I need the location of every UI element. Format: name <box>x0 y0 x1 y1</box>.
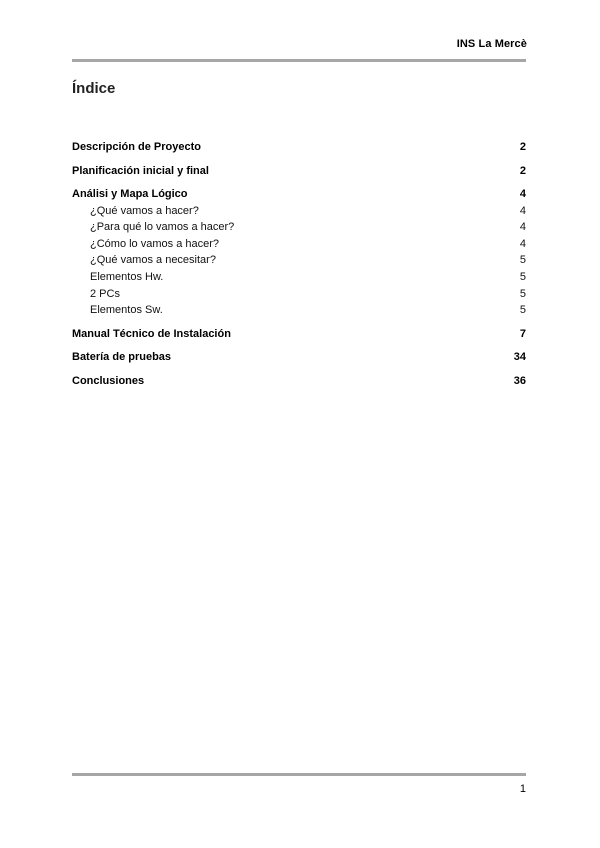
toc-entry-label: ¿Para qué lo vamos a hacer? <box>90 221 235 233</box>
toc-entry[interactable] <box>72 187 526 201</box>
toc-entry-page: 34 <box>513 351 526 363</box>
toc-subentry[interactable] <box>72 270 526 284</box>
footer-rule <box>72 773 526 776</box>
toc-entry-page: 5 <box>519 288 526 300</box>
toc-entry-page: 4 <box>519 188 526 200</box>
toc-entry-label: Descripción de Proyecto <box>72 141 201 153</box>
toc-entry[interactable] <box>72 350 526 364</box>
header-rule <box>72 59 526 62</box>
toc-entry-label: Batería de pruebas <box>72 351 172 363</box>
toc-entry-page: 5 <box>519 304 526 316</box>
toc-entry-label: ¿Qué vamos a necesitar? <box>90 254 216 266</box>
toc-entry[interactable] <box>72 140 526 154</box>
page-number: 1 <box>519 783 526 795</box>
toc-entry-page: 7 <box>519 328 526 340</box>
page-title: Índice <box>72 80 116 97</box>
toc-entry-page: 4 <box>519 238 526 250</box>
toc-entry-label: Planificación inicial y final <box>72 165 209 177</box>
toc-entry-page: 4 <box>519 221 526 233</box>
toc-subentry[interactable] <box>72 303 526 317</box>
toc-entry-page: 2 <box>519 141 526 153</box>
toc-entry-label: Elementos Sw. <box>90 304 163 316</box>
toc-entry-label: Conclusiones <box>72 375 145 387</box>
toc-entry[interactable] <box>72 164 526 178</box>
toc-entry[interactable] <box>72 327 526 341</box>
toc-entry-page: 2 <box>519 165 526 177</box>
toc-entry-label: Manual Técnico de Instalación <box>72 328 231 340</box>
toc-entry-label: Análisi y Mapa Lógico <box>72 188 188 200</box>
toc-entry-page: 36 <box>513 375 526 387</box>
toc-entry-label: 2 PCs <box>90 288 120 300</box>
toc-entry-label: ¿Cómo lo vamos a hacer? <box>90 238 219 250</box>
toc-subentry[interactable] <box>72 287 526 301</box>
toc-entry-page: 5 <box>519 271 526 283</box>
toc-entry-page: 4 <box>519 205 526 217</box>
toc-entry-page: 5 <box>519 254 526 266</box>
toc-subentry[interactable] <box>72 253 526 267</box>
toc-entry-label: Elementos Hw. <box>90 271 164 283</box>
toc-subentry[interactable] <box>72 204 526 218</box>
header-text: INS La Mercè <box>456 38 527 50</box>
toc-entry-label: ¿Qué vamos a hacer? <box>90 205 199 217</box>
toc-subentry[interactable] <box>72 220 526 234</box>
toc-entry[interactable] <box>72 374 526 388</box>
toc-subentry[interactable] <box>72 237 526 251</box>
